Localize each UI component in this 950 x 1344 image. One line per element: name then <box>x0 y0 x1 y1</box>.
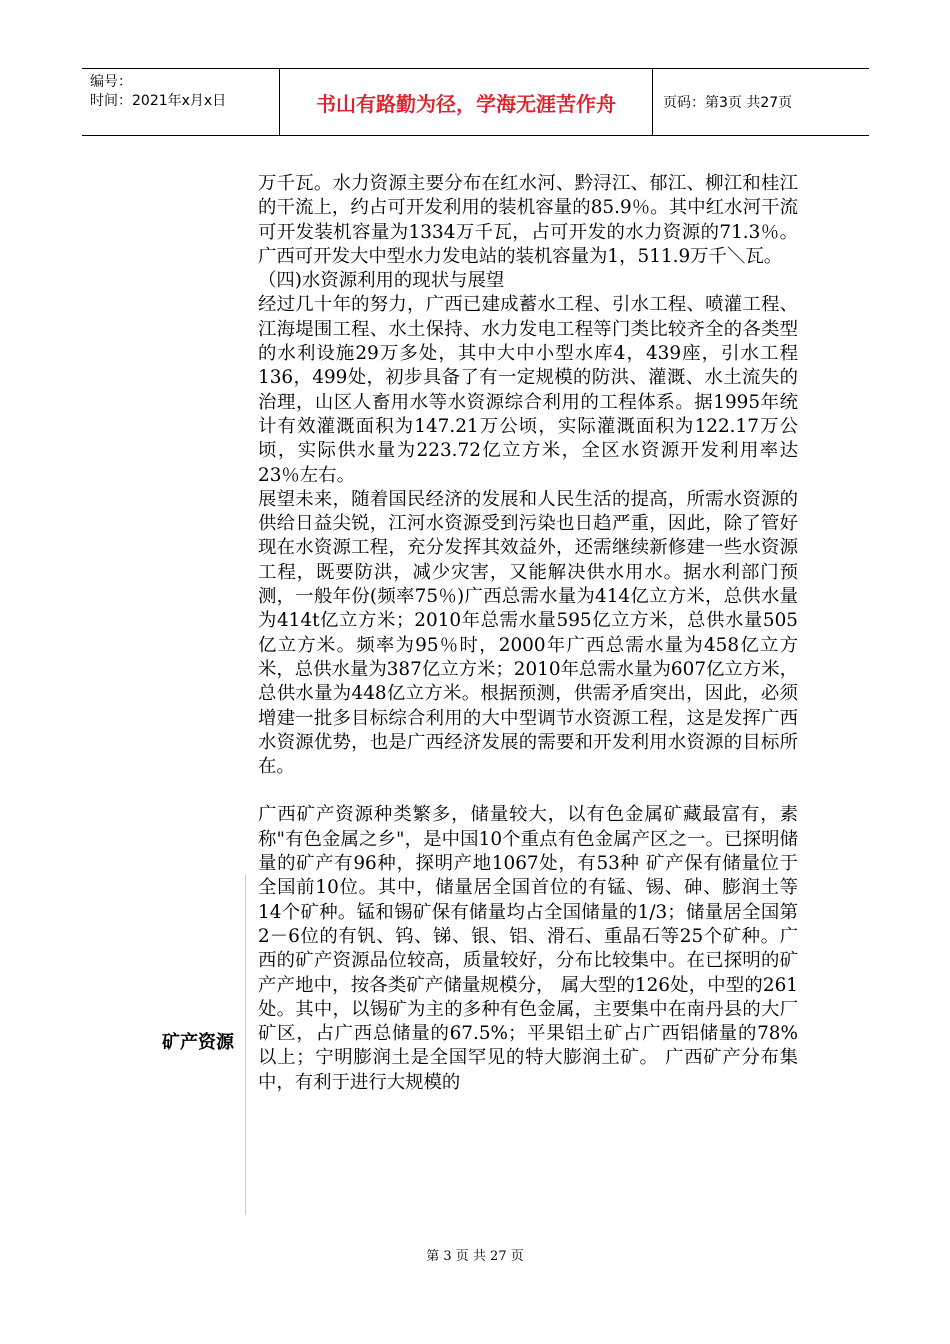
page-header <box>82 68 869 136</box>
paragraph-mineral-resources: 广西矿产资源种类繁多，储量较大，以有色金属矿藏最富有，素称"有色金属之乡"，是中国10个重点有色金属产区之一。已探明储量的矿产有96种，探明产地1067处，有53种 矿产保有储量位于全国前10位。其中，储量居全国首位的有锰、锡、砷、膨润土等14个矿种。锰和锡矿保有储量均占全国储量的1/3；储量居全国第2－6位的有钒、钨、锑、银、铝、滑石、重晶石等25个矿种。广西的矿产资源品位较高，质量较好，分布比较集中。在已探明的矿产产地中，按各类矿产储量规模分， 属大型的126处，中型的261处。其中，以锡矿为主的多种有色金属，主要集中在南丹县的大厂矿区，占广西总储量的67.5%；平果铝土矿占广西铝储量的78%以上；宁明膨润土是全国罕见的特大膨润土矿。 广西矿产分布集中，有利于进行大规模的 <box>258 804 798 1093</box>
section-title-water-use: （四)水资源利用的现状与展望 <box>258 270 505 292</box>
paragraph-spacer <box>258 779 798 803</box>
header-page-number: 页码：第3页 共27页 <box>663 95 793 111</box>
side-label-mineral-resources: 矿产资源 <box>162 1032 234 1053</box>
header-page-cell <box>653 69 869 135</box>
document-date-label: 时间：2021年x月x日 <box>90 93 227 109</box>
paragraph-hydropower: 万千瓦。水力资源主要分布在红水河、黔浔江、郁江、柳江和桂江的干流上，约占可开发利用的装机容量的85.9％。其中红水河干流可开发装机容量为1334万千瓦，占可开发的水力资源的71.3％。广西可开发大中型水力发电站的装机容量为1，511.9万千＼瓦。 <box>258 173 798 267</box>
main-content <box>258 172 798 1095</box>
paragraph-water-facilities: 经过几十年的努力，广西已建成蓄水工程、引水工程、喷灌工程、江海堤围工程、水土保持、水力发电工程等门类比较齐全的各类型的水利设施29万多处，其中大中小型水库4，439座，引水工程136，499处，初步具备了有一定规模的防洪、灌溉、水土流失的治理，山区人畜用水等水资源综合利用的工程体系。据1995年统计有效灌溉面积为147.21万公顷，实际灌溉面积为122.17万公顷，实际供水量为223.72亿立方米，全区水资源开发利用率达23％左右。 <box>258 294 798 486</box>
header-motto: 书山有路勤为径，学海无涯苦作舟 <box>316 91 616 116</box>
column-divider <box>245 875 246 1215</box>
page-footer: 第 3 页 共 27 页 <box>426 1249 524 1264</box>
paragraph-water-outlook: 展望未来，随着国民经济的发展和人民生活的提高，所需水资源的供给日益尖锐，江河水资源受到污染也日趋严重，因此，除了管好现在水资源工程，充分发挥其效益外，还需继续新修建一些水资源工程，既要防洪，减少灾害，又能解决供水用水。据水利部门预测，一般年份(频率75％)广西总需水量为414亿立方米，总供水量为414t亿立方米；2010年总需水量595亿立方米，总供水量505亿立方米。频率为95％时，2000年广西总需水量为458亿立方米，总供水量为387亿立方米；2010年总需水量为607亿立方米，总供水量为448亿立方米。根据预测，供需矛盾突出，因此，必须增建一批多目标综合利用的大中型调节水资源工程，这是发挥广西水资源优势，也是广西经济发展的需要和开发利用水资源的目标所在。 <box>258 488 798 778</box>
document-number-label: 编号： <box>90 74 132 90</box>
header-motto-cell <box>280 69 653 135</box>
header-meta-cell <box>82 69 280 135</box>
